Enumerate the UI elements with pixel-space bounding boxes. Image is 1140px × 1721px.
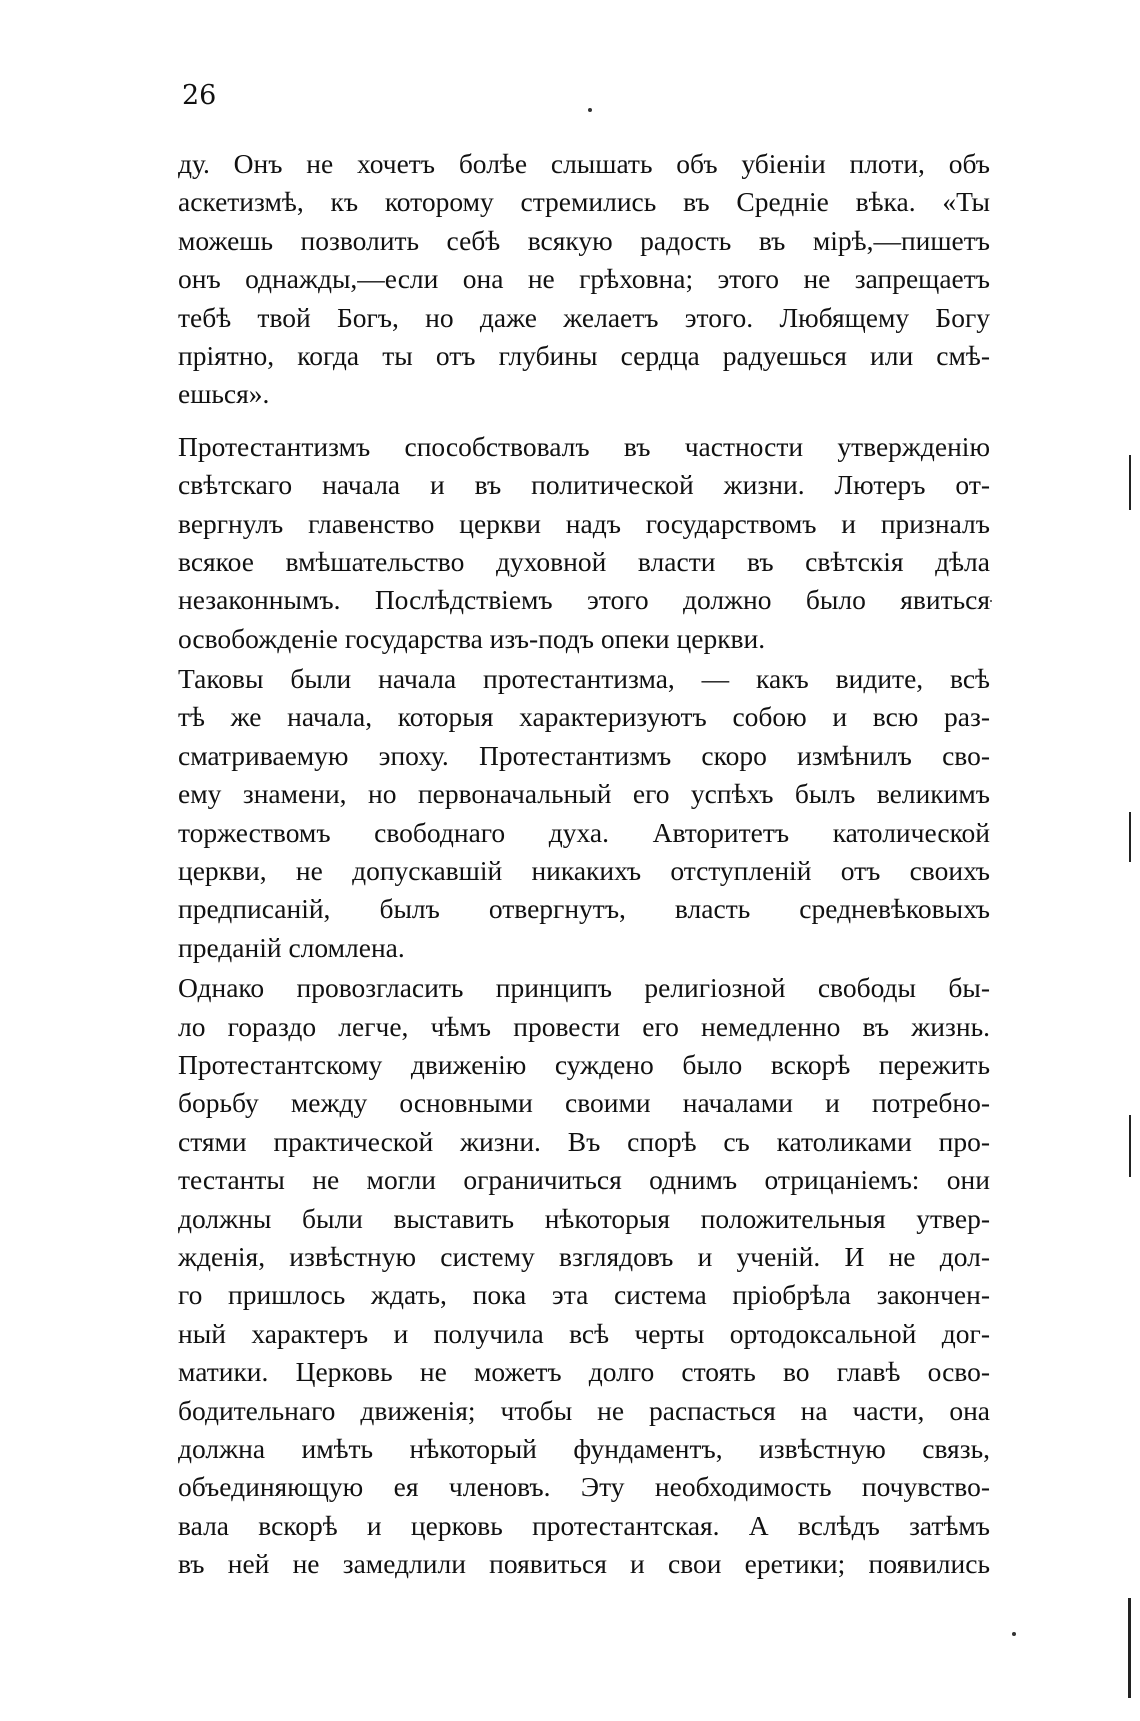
text-line: предписаній, былъ отвергнутъ, власть средневѣковыхъ xyxy=(178,893,990,925)
text-line: освобожденіе государства изъ-подъ опеки церкви. xyxy=(178,622,766,654)
text-line: церкви, не допускавшій никакихъ отступленій отъ своихъ xyxy=(178,855,990,887)
text-line: вергнулъ главенство церкви надъ государствомъ и призналъ xyxy=(178,507,990,539)
scan-margin-line xyxy=(1129,812,1131,862)
text-line: го пришлось ждать, пока эта система пріобрѣла закончен- xyxy=(178,1279,990,1311)
text-line: Однако провозгласить принципъ религіозной свободы бы- xyxy=(178,972,990,1004)
text-line: ный характеръ и получила всѣ черты ортодоксальной дог- xyxy=(178,1317,990,1349)
text-line: борьбу между основными своими началами и потребно- xyxy=(178,1087,990,1119)
text-line: преданій сломлена. xyxy=(178,931,405,963)
paragraph-3 xyxy=(178,660,990,967)
text-line: тебѣ твой Богъ, но даже желаетъ этого. Любящему Богу xyxy=(178,301,990,333)
text-line: должна имѣть нѣкоторый фундаментъ, извѣстную связь, xyxy=(178,1432,990,1464)
text-line: Протестантизмъ способствовалъ въ частности утвержденію xyxy=(178,430,990,462)
page-number: 26 xyxy=(182,80,217,111)
text-line: торжествомъ свободнаго духа. Авторитетъ католической xyxy=(178,816,990,848)
text-line: онъ однажды,—если она не грѣховна; этого не запрещаетъ xyxy=(178,263,990,295)
text-line: незаконнымъ. Послѣдствіемъ этого должно было явиться xyxy=(178,584,990,616)
paragraph-4 xyxy=(178,969,990,1583)
text-line: Таковы были начала протестантизма, — какъ видите, всѣ xyxy=(178,663,990,695)
text-line: ло гораздо легче, чѣмъ провести его немедленно въ жизнь. xyxy=(178,1010,990,1042)
text-line: матики. Церковь не можетъ долго стоять во главѣ осво- xyxy=(178,1356,990,1388)
text-line: сматриваемую эпоху. Протестантизмъ скоро измѣнилъ сво- xyxy=(178,739,990,771)
scan-speck xyxy=(990,600,992,602)
scan-speck xyxy=(1012,1632,1016,1636)
text-line: Протестантскому движенію суждено было вскорѣ пережить xyxy=(178,1048,990,1080)
scan-margin-line xyxy=(1129,455,1131,510)
text-line: аскетизмѣ, къ которому стремились въ Средніе вѣка. «Ты xyxy=(178,186,990,218)
scan-margin-line xyxy=(1129,1115,1131,1177)
text-line: свѣтскаго начала и въ политической жизни. Лютеръ от- xyxy=(178,469,990,501)
text-line: жденія, извѣстную систему взглядовъ и ученій. И не дол- xyxy=(178,1240,990,1272)
body-text xyxy=(178,145,990,1583)
text-line: въ ней не замедлили появиться и свои еретики; появились xyxy=(178,1548,990,1580)
text-line: вала вскорѣ и церковь протестантская. А вслѣдъ затѣмъ xyxy=(178,1509,990,1541)
text-line: тестанты не могли ограничиться однимъ отрицаніемъ: они xyxy=(178,1164,990,1196)
paragraph-1 xyxy=(178,145,990,414)
text-line: пріятно, когда ты отъ глубины сердца радуешься или смѣ- xyxy=(178,339,990,371)
text-line: стями практической жизни. Въ спорѣ съ католиками про- xyxy=(178,1125,990,1157)
paragraph-2 xyxy=(178,428,990,658)
text-line: ешься». xyxy=(178,378,270,410)
scan-speck xyxy=(588,108,592,112)
text-line: тѣ же начала, которыя характеризуютъ собою и всю раз- xyxy=(178,701,990,733)
text-line: объединяющую ея членовъ. Эту необходимость почувство- xyxy=(178,1471,990,1503)
scan-margin-line xyxy=(1128,1598,1131,1698)
text-line: всякое вмѣшательство духовной власти въ свѣтскія дѣла xyxy=(178,545,990,577)
text-line: можешь позволить себѣ всякую радость въ мірѣ,—пишетъ xyxy=(178,224,990,256)
text-line: ему знамени, но первоначальный его успѣхъ былъ великимъ xyxy=(178,778,990,810)
text-line: бодительнаго движенія; чтобы не распасться на части, она xyxy=(178,1394,990,1426)
text-line: ду. Онъ не хочетъ болѣе слышать объ убіеніи плоти, объ xyxy=(178,148,990,179)
text-line: должны были выставить нѣкоторыя положительныя утвер- xyxy=(178,1202,990,1234)
